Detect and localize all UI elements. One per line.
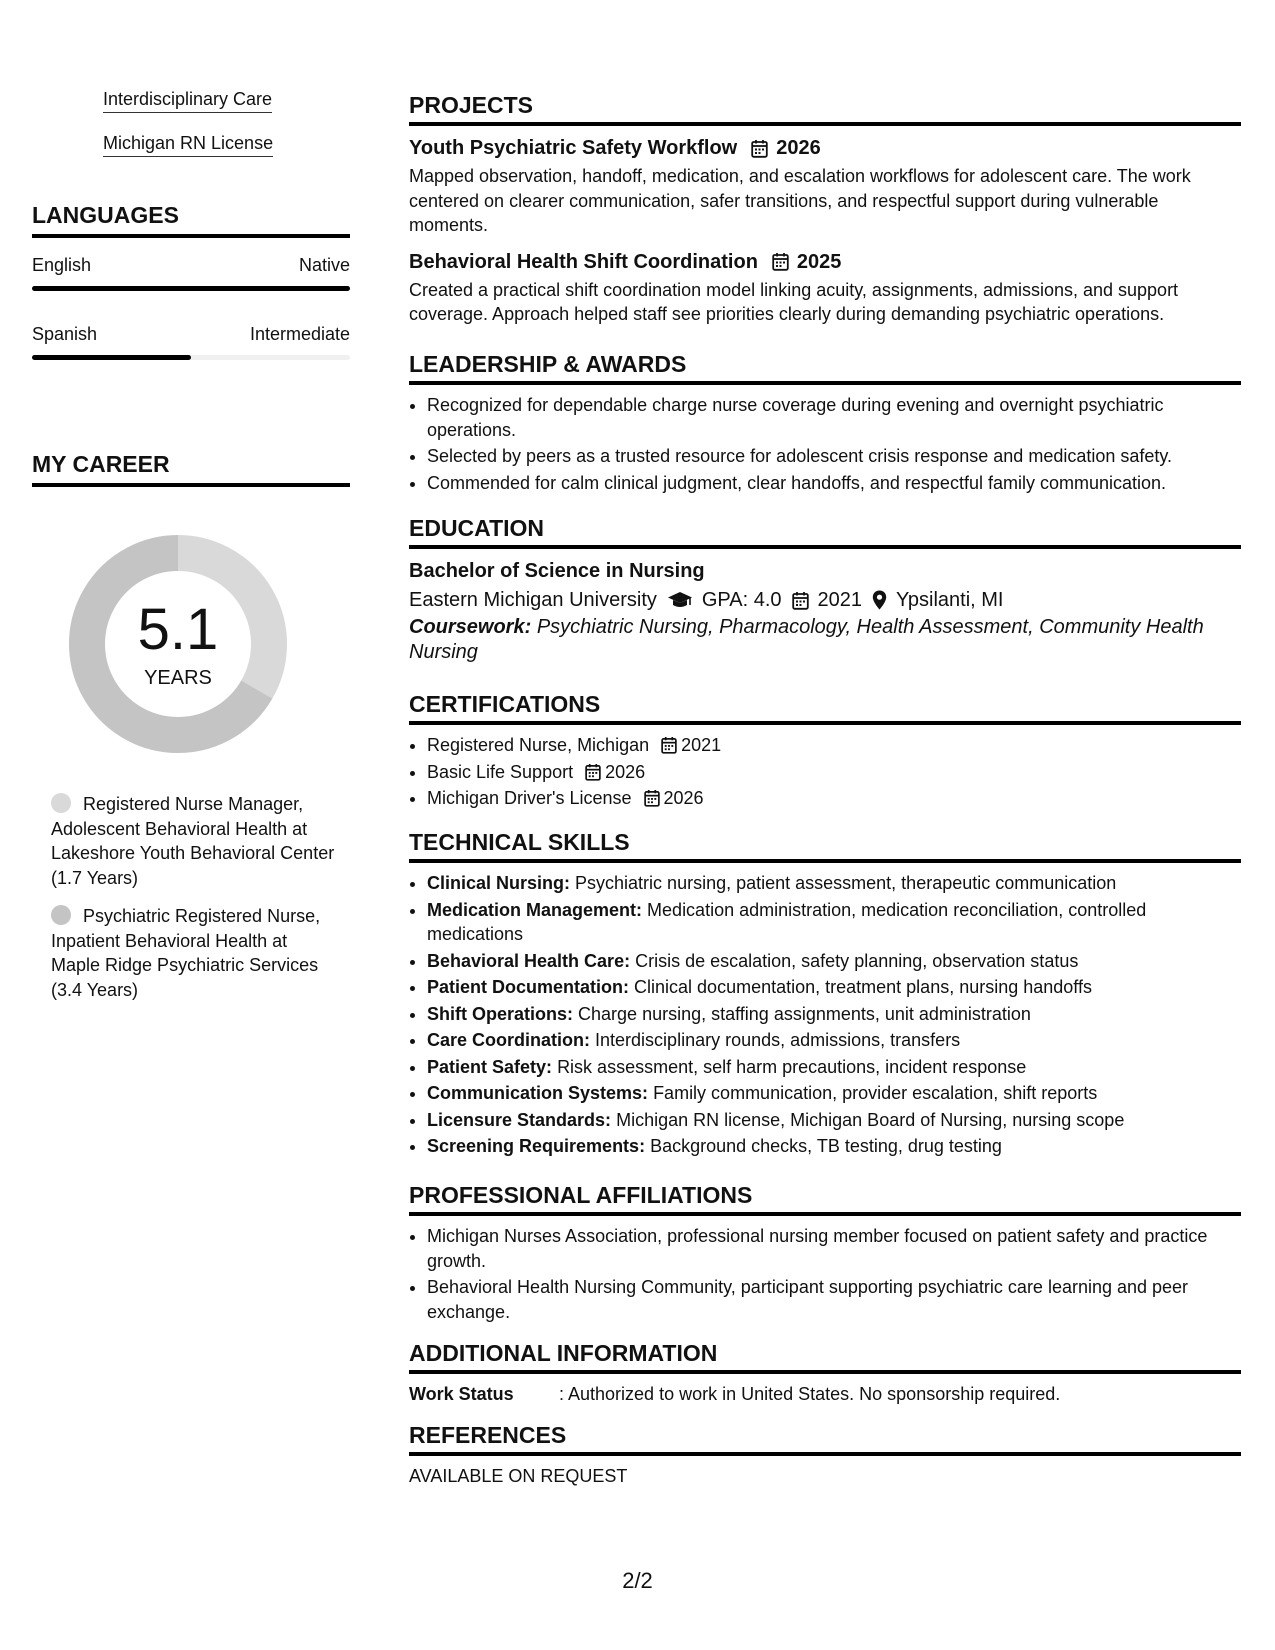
skill-text: Interdisciplinary rounds, admissions, transfers — [595, 1030, 961, 1050]
skill-text: Medication administration, medication reconciliation, controlled medications — [427, 899, 1147, 944]
skill-tag: Michigan RN License — [103, 130, 273, 157]
skill-label: Care Coordination: — [427, 1030, 591, 1050]
section-heading: REFERENCES — [409, 1420, 1241, 1456]
calendar-icon — [661, 736, 677, 754]
location-pin-icon — [872, 590, 887, 610]
certifications-list — [409, 733, 1241, 811]
career-heading: MY CAREER — [32, 449, 350, 487]
language-bar-fill — [32, 355, 191, 360]
project-title-row — [409, 248, 1241, 276]
work-status-value: : Authorized to work in United States. No sponsorship required. — [559, 1384, 1061, 1404]
school-location: Ypsilanti, MI — [896, 589, 1004, 611]
skill-text: Charge nursing, staffing assignments, unit administration — [578, 1003, 1031, 1024]
affiliations-list — [409, 1224, 1241, 1324]
language-name: English — [32, 255, 92, 275]
list-item: • Recognized for dependable charge nurse coverage during evening and overnight psychiatric operations. — [427, 393, 1241, 442]
skill-label: Medication Management: — [427, 899, 643, 920]
language-item — [32, 322, 350, 360]
page-number: 2/2 — [622, 1568, 653, 1593]
skills-section — [409, 827, 1241, 1161]
school-name: Eastern Michigan University — [409, 589, 657, 611]
skill-tags — [103, 86, 279, 174]
skill-label: Patient Documentation: — [427, 977, 630, 997]
list-item: • Behavioral Health Nursing Community, participant supporting psychiatric care learning and peer exchange. — [427, 1275, 1241, 1324]
section-heading: PROJECTS — [409, 90, 1241, 126]
certification-name: • Registered Nurse, Michigan — [427, 735, 650, 755]
career-total-value: 5.1 — [137, 597, 219, 662]
list-item: • Selected by peers as a trusted resource for adolescent crisis response and medication safety. — [427, 444, 1241, 469]
language-name: Spanish — [32, 324, 98, 344]
work-status-row — [409, 1382, 1241, 1406]
certification-name: • Basic Life Support — [427, 761, 574, 782]
skill-tag: Interdisciplinary Care — [103, 86, 272, 113]
skill-label: Screening Requirements: — [427, 1136, 646, 1156]
language-bar-fill — [32, 286, 350, 291]
list-item — [427, 1108, 1241, 1133]
skill-text: Risk assessment, self harm precautions, incident response — [557, 1056, 1027, 1077]
certification-year: 2021 — [681, 735, 722, 755]
gpa: GPA: 4.0 — [701, 589, 782, 611]
project-title: Behavioral Health Shift Coordination — [409, 250, 758, 273]
list-item — [427, 1055, 1241, 1080]
work-status-label: Work Status — [409, 1384, 514, 1404]
skill-label: Patient Safety: — [427, 1056, 553, 1077]
calendar-icon — [644, 789, 660, 807]
skill-text: Family communication, provider escalation, shift reports — [653, 1083, 1098, 1103]
section-heading: EDUCATION — [409, 513, 1241, 549]
project-description: Mapped observation, handoff, medication, and escalation workflows for adolescent care. The work centered on clearer communication, safer transitions, and respectful support during vulnerable moments. — [409, 166, 1191, 235]
section-heading: CERTIFICATIONS — [409, 689, 1241, 725]
language-level: Intermediate — [249, 324, 350, 344]
certification-year: 2026 — [663, 788, 704, 808]
list-item: • Commended for calm clinical judgment, clear handoffs, and respectful family communication. — [427, 471, 1241, 496]
degree-title: Bachelor of Science in Nursing — [409, 560, 705, 582]
skill-label: Shift Operations: — [427, 1003, 574, 1024]
references-text: AVAILABLE ON REQUEST — [409, 1466, 628, 1486]
additional-info-section — [409, 1338, 1241, 1406]
skill-label: Behavioral Health Care: — [427, 950, 631, 971]
skill-text: Psychiatric nursing, patient assessment, therapeutic communication — [575, 873, 1117, 893]
project-year: 2026 — [776, 137, 821, 159]
certification-name: • Michigan Driver's License — [427, 788, 632, 808]
calendar-icon — [792, 591, 809, 610]
project-year: 2025 — [796, 250, 842, 273]
list-item — [427, 760, 1241, 785]
language-bar — [32, 286, 350, 291]
language-level: Native — [298, 255, 350, 275]
calendar-icon — [772, 252, 789, 271]
list-item — [427, 1134, 1241, 1159]
career-legend-label: Psychiatric Registered Nurse, Inpatient Behavioral Health at Maple Ridge Psychiatric Services (3.4 Years) — [51, 906, 321, 1000]
calendar-icon — [751, 139, 768, 158]
skill-text: Background checks, TB testing, drug testing — [650, 1136, 1002, 1156]
list-item — [427, 949, 1241, 974]
coursework-text: Psychiatric Nursing, Pharmacology, Health Assessment, Community Health Nursing — [409, 616, 1204, 663]
list-item — [427, 1028, 1241, 1053]
project-title-row — [409, 134, 1241, 162]
project-description: Created a practical shift coordination model linking acuity, assignments, admissions, and support coverage. Approach helped staff see priorities clearly during demanding psychiatric operations. — [409, 279, 1179, 324]
skill-label: Licensure Standards: — [427, 1109, 612, 1130]
coursework — [409, 615, 1241, 665]
list-item — [427, 733, 1241, 758]
career-total-unit: YEARS — [144, 667, 212, 689]
section-heading: LEADERSHIP & AWARDS — [409, 349, 1241, 385]
skills-list — [409, 871, 1241, 1159]
languages-heading: LANGUAGES — [32, 200, 350, 238]
list-item — [427, 975, 1241, 1000]
list-item — [427, 786, 1241, 811]
list-item: • Michigan Nurses Association, professional nursing member focused on patient safety and practice growth. — [427, 1224, 1241, 1273]
project-title: Youth Psychiatric Safety Workflow — [409, 137, 738, 159]
language-item — [32, 253, 350, 291]
skill-label: Clinical Nursing: — [427, 873, 571, 893]
skill-label: Communication Systems: — [427, 1083, 649, 1103]
references-section — [409, 1420, 1241, 1488]
list-item — [427, 1081, 1241, 1106]
career-legend — [51, 792, 341, 1016]
section-heading: ADDITIONAL INFORMATION — [409, 1338, 1241, 1374]
list-item — [427, 871, 1241, 896]
graduation-cap-icon — [667, 591, 693, 609]
graduation-year: 2021 — [817, 589, 863, 611]
list-item — [427, 1002, 1241, 1027]
legend-dot — [51, 793, 71, 813]
career-legend-item — [51, 792, 341, 890]
leadership-list — [409, 393, 1241, 495]
skill-text: Crisis de escalation, safety planning, observation status — [635, 950, 1079, 971]
calendar-icon — [585, 763, 601, 781]
legend-dot — [51, 905, 71, 925]
section-heading: PROFESSIONAL AFFILIATIONS — [409, 1180, 1241, 1216]
leadership-section — [409, 349, 1241, 497]
education-section — [409, 513, 1241, 665]
career-legend-item — [51, 904, 341, 1002]
career-legend-label: Registered Nurse Manager, Adolescent Behavioral Health at Lakeshore Youth Behavioral Center (1.7 Years) — [51, 794, 335, 888]
coursework-label: Coursework: — [409, 616, 532, 638]
career-donut — [64, 530, 292, 758]
language-bar — [32, 355, 350, 360]
affiliations-section — [409, 1180, 1241, 1326]
section-heading: TECHNICAL SKILLS — [409, 827, 1241, 863]
skill-text: Michigan RN license, Michigan Board of Nursing, nursing scope — [616, 1109, 1125, 1130]
list-item — [427, 898, 1241, 947]
certifications-section — [409, 689, 1241, 813]
projects-section — [409, 90, 1241, 337]
certification-year: 2026 — [605, 761, 646, 782]
education-details — [409, 585, 1241, 615]
skill-text: Clinical documentation, treatment plans, nursing handoffs — [634, 977, 1092, 997]
